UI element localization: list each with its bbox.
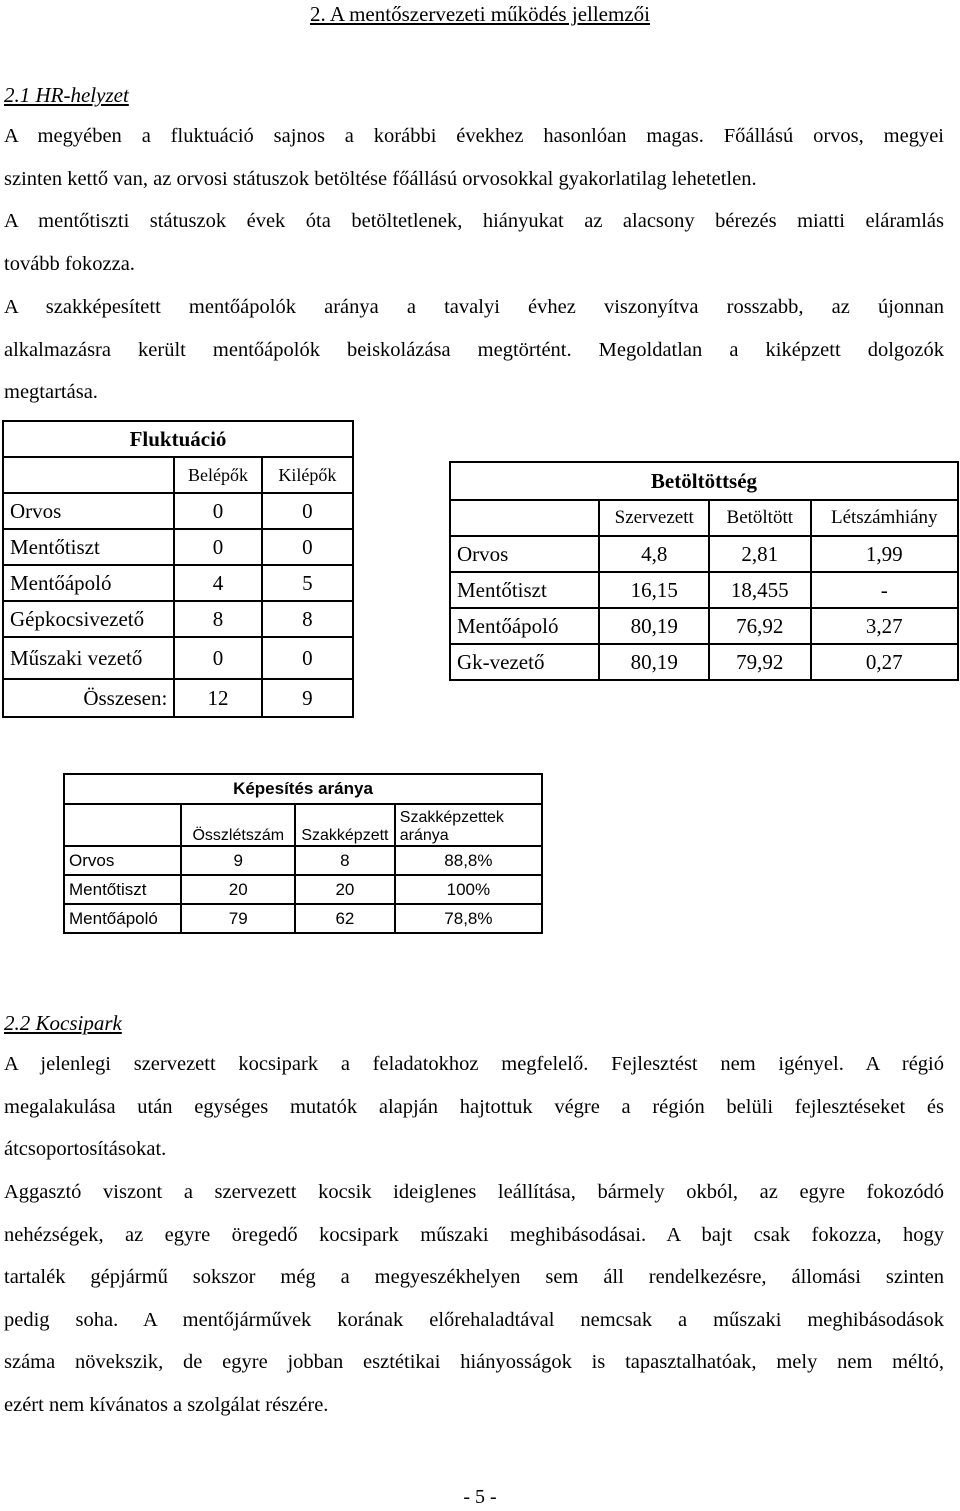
cell: 78,8% (395, 904, 542, 933)
column-header: Betöltött (709, 500, 811, 536)
cell: 18,455 (709, 572, 811, 608)
paragraph-hr-1 (4, 115, 944, 200)
text-line: A mentőtiszti státuszok évek óta betöltetlenek, hiányukat az alacsony bérezés miatti eláramlás (4, 210, 944, 232)
cell: 8 (262, 601, 353, 637)
section-heading-hr: 2.1 HR-helyzet (4, 83, 129, 107)
cell: 4 (174, 565, 261, 601)
cell: 0 (262, 529, 353, 565)
table-row (3, 493, 353, 529)
cell: 79 (181, 904, 295, 933)
cell: 0 (262, 637, 353, 679)
cell: 9 (181, 846, 295, 875)
text-line: A szakképesített mentőápolók aránya a tavalyi évhez viszonyítva rosszabb, az újonnan (4, 296, 944, 318)
cell: 2,81 (709, 536, 811, 572)
page-number: - 5 - (463, 1486, 497, 1508)
text-line: szinten kettő van, az orvosi státuszok betöltése főállású orvosokkal gyakorlatilag lehetetlen. (4, 167, 757, 190)
cell: 80,19 (599, 608, 709, 644)
cell: 8 (295, 846, 395, 875)
row-label: Gépkocsivezető (3, 601, 174, 637)
cell: 16,15 (599, 572, 709, 608)
cell: 1,99 (811, 536, 958, 572)
table-title: Betöltöttség (450, 462, 958, 500)
table-row (450, 644, 958, 680)
cell: 0 (174, 493, 261, 529)
column-header: Szakképzett (295, 804, 395, 846)
text-line: Aggasztó viszont a szervezett kocsik ideiglenes leállítása, bármely okból, az egyre fokozódó (4, 1181, 944, 1203)
cell: 9 (262, 679, 353, 717)
table-row (64, 875, 542, 904)
table-row (3, 637, 353, 679)
section-heading-kocsipark: 2.2 Kocsipark (4, 1011, 122, 1035)
table-title: Képesítés aránya (64, 774, 542, 804)
betoltottseg-table (449, 461, 959, 681)
text-line: megtartása. (4, 381, 98, 404)
text-line: száma növekszik, de egyre jobban esztétikai hiányosságok is tapasztalhatóak, mely nem méltó, (4, 1351, 944, 1374)
table-row (64, 904, 542, 933)
column-header: Szervezett (599, 500, 709, 536)
table-title: Fluktuáció (3, 421, 353, 457)
cell: 79,92 (709, 644, 811, 680)
total-label: Összesen: (3, 679, 174, 717)
cell: 3,27 (811, 608, 958, 644)
cell: 0 (262, 493, 353, 529)
table-row (3, 565, 353, 601)
text-line: tartalék gépjármű sokszor még a megyeszékhelyen sem áll rendelkezésre, állomási szinten (4, 1266, 944, 1289)
table-row (3, 601, 353, 637)
text-line: átcsoportosításokat. (4, 1138, 167, 1161)
cell: 20 (181, 875, 295, 904)
kepesites-table (63, 773, 543, 934)
table-row (3, 529, 353, 565)
cell: 8 (174, 601, 261, 637)
row-label: Mentőtiszt (3, 529, 174, 565)
row-label: Mentőtiszt (450, 572, 599, 608)
text-line: megalakulása után egységes mutatók alapján hajtottuk végre a régión belüli fejlesztéseket és (4, 1095, 944, 1118)
cell: 0 (174, 529, 261, 565)
paragraph-kocsipark-2 (4, 1171, 944, 1427)
cell: 0,27 (811, 644, 958, 680)
row-label: Orvos (450, 536, 599, 572)
text-line: pedig soha. A mentőjárművek korának előrehaladtával nemcsak a műszaki meghibásodások (4, 1308, 944, 1331)
row-label: Orvos (3, 493, 174, 529)
cell: 100% (395, 875, 542, 904)
row-label: Mentőápoló (64, 904, 181, 933)
column-header: Szakképzettek aránya (395, 804, 542, 846)
cell: 12 (174, 679, 261, 717)
cell: 0 (174, 637, 261, 679)
text-line: ezért nem kívánatos a szolgálat részére. (4, 1393, 329, 1416)
page-title: 2. A mentőszervezeti működés jellemzői (310, 2, 650, 26)
table-row-total (3, 679, 353, 717)
text-line: tovább fokozza. (4, 252, 135, 275)
fluktuacio-table (2, 420, 354, 718)
cell: - (811, 572, 958, 608)
cell: 80,19 (599, 644, 709, 680)
paragraph-hr-2 (4, 200, 944, 285)
column-header: Kilépők (262, 457, 353, 493)
cell: 4,8 (599, 536, 709, 572)
row-label: Gk-vezető (450, 644, 599, 680)
row-label: Műszaki vezető (3, 637, 174, 679)
text-line: nehézségek, az egyre öregedő kocsipark műszaki meghibásodásai. A bajt csak fokozza, hogy (4, 1223, 944, 1246)
cell: 20 (295, 875, 395, 904)
text-line: A jelenlegi szervezett kocsipark a feladatokhoz megfelelő. Fejlesztést nem igényel. A régió (4, 1053, 944, 1075)
cell: 62 (295, 904, 395, 933)
cell: 76,92 (709, 608, 811, 644)
cell: 88,8% (395, 846, 542, 875)
paragraph-hr-3 (4, 286, 944, 414)
table-row (450, 536, 958, 572)
text-line: alkalmazásra került mentőápolók beiskolázása megtörtént. Megoldatlan a kiképzett dolgozók (4, 338, 944, 361)
table-row (64, 846, 542, 875)
cell: 5 (262, 565, 353, 601)
column-header: Létszámhiány (811, 500, 958, 536)
text-line: A megyében a fluktuáció sajnos a korábbi évekhez hasonlóan magas. Főállású orvos, megyei (4, 125, 944, 147)
table-row (450, 608, 958, 644)
column-header: Belépők (174, 457, 261, 493)
row-label: Mentőtiszt (64, 875, 181, 904)
table-row (450, 572, 958, 608)
row-label: Mentőápoló (3, 565, 174, 601)
column-header: Összlétszám (181, 804, 295, 846)
paragraph-kocsipark-1 (4, 1043, 944, 1171)
row-label: Orvos (64, 846, 181, 875)
row-label: Mentőápoló (450, 608, 599, 644)
